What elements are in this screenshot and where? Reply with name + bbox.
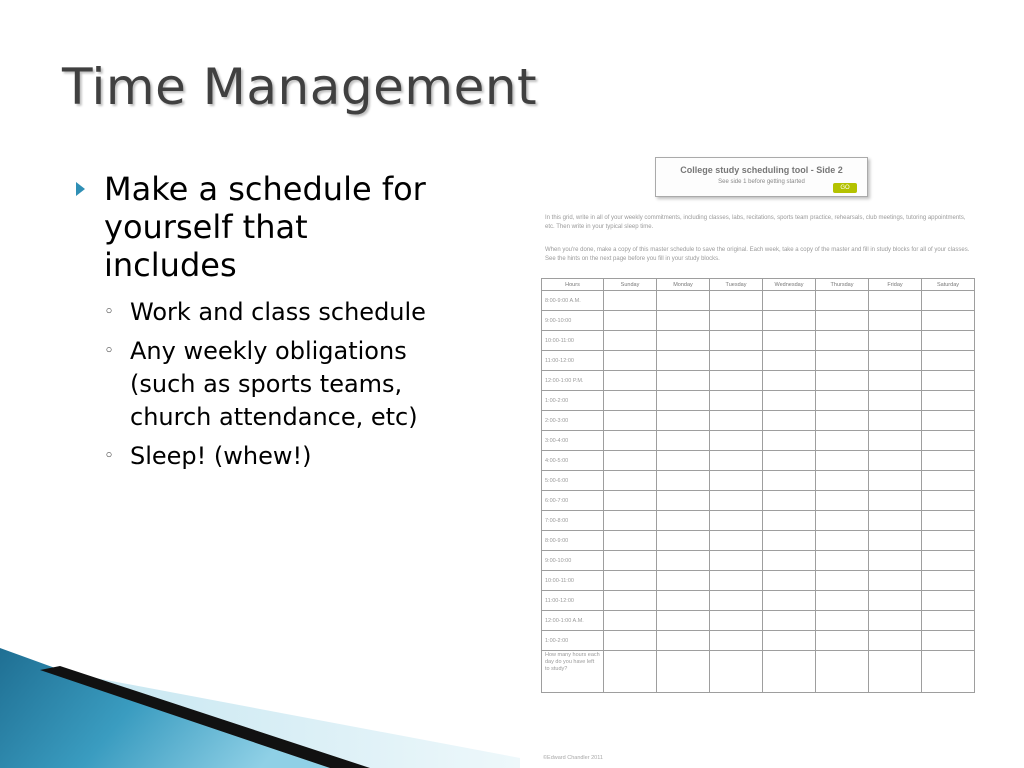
schedule-row (542, 371, 975, 391)
schedule-cell (604, 651, 657, 693)
schedule-cell (763, 551, 816, 571)
schedule-cell (869, 291, 922, 311)
schedule-cell (710, 531, 763, 551)
schedule-cell (816, 451, 869, 471)
hour-cell: 10:00-11:00 (542, 331, 604, 351)
schedule-cell (816, 551, 869, 571)
schedule-cell (710, 431, 763, 451)
schedule-image (537, 150, 992, 765)
schedule-copyright: ©Edward Chandler 2011 (543, 755, 603, 761)
schedule-cell (763, 411, 816, 431)
schedule-title: College study scheduling tool - Side 2 (680, 165, 843, 175)
schedule-cell (816, 431, 869, 451)
schedule-row (542, 571, 975, 591)
circle-bullet-icon: ◦ (104, 446, 115, 466)
triangle-bullet-icon (76, 182, 85, 196)
schedule-cell (816, 591, 869, 611)
column-header: Hours (542, 279, 604, 291)
schedule-cell (710, 371, 763, 391)
schedule-cell (657, 411, 710, 431)
column-header: Tuesday (710, 279, 763, 291)
schedule-cell (763, 651, 816, 693)
schedule-cell (869, 431, 922, 451)
schedule-row (542, 331, 975, 351)
schedule-cell (816, 651, 869, 693)
schedule-row (542, 391, 975, 411)
schedule-cell (763, 391, 816, 411)
schedule-row (542, 311, 975, 331)
schedule-cell (604, 571, 657, 591)
schedule-cell (922, 511, 975, 531)
schedule-cell (710, 551, 763, 571)
sub-bullet-text: Any weekly obligations (such as sports teams, church attendance, etc) (130, 337, 418, 431)
schedule-cell (922, 631, 975, 651)
schedule-cell (710, 511, 763, 531)
schedule-cell (710, 571, 763, 591)
hour-cell: 12:00-1:00 A.M. (542, 611, 604, 631)
schedule-cell (657, 371, 710, 391)
schedule-cell (869, 531, 922, 551)
schedule-cell (710, 491, 763, 511)
bullet-main-text: Make a schedule for yourself that includes (104, 170, 426, 284)
hour-cell: 2:00-3:00 (542, 411, 604, 431)
circle-bullet-icon: ◦ (104, 302, 115, 322)
schedule-cell (604, 531, 657, 551)
schedule-cell (657, 391, 710, 411)
schedule-cell (604, 371, 657, 391)
schedule-cell (922, 311, 975, 331)
schedule-cell (922, 351, 975, 371)
schedule-cell (922, 551, 975, 571)
schedule-row (542, 471, 975, 491)
schedule-cell (710, 411, 763, 431)
schedule-cell (922, 571, 975, 591)
hour-cell: 1:00-2:00 (542, 631, 604, 651)
schedule-cell (763, 451, 816, 471)
schedule-cell (604, 631, 657, 651)
hour-cell: 5:00-6:00 (542, 471, 604, 491)
schedule-cell (869, 451, 922, 471)
schedule-cell (816, 511, 869, 531)
schedule-cell (763, 431, 816, 451)
schedule-cell (869, 631, 922, 651)
schedule-cell (604, 411, 657, 431)
column-header: Saturday (922, 279, 975, 291)
schedule-cell (816, 631, 869, 651)
schedule-cell (710, 311, 763, 331)
schedule-subtitle: See side 1 before getting started (718, 179, 805, 185)
hour-cell: 11:00-12:00 (542, 591, 604, 611)
schedule-cell (657, 471, 710, 491)
corner-decoration (0, 640, 520, 768)
schedule-cell (657, 311, 710, 331)
schedule-cell (869, 491, 922, 511)
schedule-cell (763, 631, 816, 651)
schedule-cell (657, 351, 710, 371)
schedule-cell (816, 351, 869, 371)
schedule-cell (604, 491, 657, 511)
hour-cell: 8:00-9:00 A.M. (542, 291, 604, 311)
schedule-cell (816, 411, 869, 431)
schedule-cell (657, 511, 710, 531)
schedule-cell (869, 351, 922, 371)
schedule-cell (657, 291, 710, 311)
schedule-cell (922, 411, 975, 431)
schedule-cell (604, 351, 657, 371)
schedule-cell (710, 391, 763, 411)
schedule-cell (869, 651, 922, 693)
schedule-cell (816, 331, 869, 351)
slide-title: Time Management (62, 58, 538, 116)
schedule-cell (710, 291, 763, 311)
schedule-row (542, 351, 975, 371)
schedule-row (542, 591, 975, 611)
schedule-cell (816, 571, 869, 591)
sub-bullet-text: Sleep! (whew!) (130, 442, 312, 470)
schedule-cell (763, 371, 816, 391)
schedule-cell (657, 331, 710, 351)
schedule-cell (657, 491, 710, 511)
schedule-cell (816, 391, 869, 411)
schedule-cell (604, 511, 657, 531)
schedule-cell (816, 291, 869, 311)
schedule-cell (710, 351, 763, 371)
hour-cell: 7:00-8:00 (542, 511, 604, 531)
schedule-cell (657, 631, 710, 651)
schedule-cell (922, 591, 975, 611)
schedule-grid (541, 278, 975, 693)
schedule-cell (869, 571, 922, 591)
schedule-cell (604, 431, 657, 451)
schedule-cell (869, 391, 922, 411)
schedule-cell (922, 291, 975, 311)
schedule-cell (604, 611, 657, 631)
schedule-cell (869, 611, 922, 631)
schedule-cell (657, 431, 710, 451)
hour-cell: 4:00-5:00 (542, 451, 604, 471)
schedule-row (542, 411, 975, 431)
hour-cell: 10:00-11:00 (542, 571, 604, 591)
schedule-cell (922, 611, 975, 631)
schedule-cell (657, 551, 710, 571)
schedule-cell (922, 651, 975, 693)
summary-label-cell: How many hours each day do you have left to study? (542, 651, 604, 693)
bullet-list (76, 170, 446, 479)
go-arrow-icon: GO (833, 183, 857, 193)
schedule-cell (869, 551, 922, 571)
sub-bullet-item (104, 296, 446, 329)
schedule-cell (869, 311, 922, 331)
circle-bullet-icon: ◦ (104, 341, 115, 361)
schedule-row (542, 551, 975, 571)
schedule-cell (816, 371, 869, 391)
schedule-cell (710, 631, 763, 651)
schedule-cell (763, 571, 816, 591)
schedule-cell (922, 431, 975, 451)
schedule-cell (763, 591, 816, 611)
sub-bullet-text: Work and class schedule (130, 298, 426, 326)
hour-cell: 8:00-9:00 (542, 531, 604, 551)
schedule-cell (604, 451, 657, 471)
schedule-cell (869, 371, 922, 391)
schedule-cell (763, 351, 816, 371)
sub-bullet-item (104, 335, 446, 434)
schedule-instructions-1: In this grid, write in all of your weekly commitments, including classes, labs, recitations, sports team practice, rehearsals, club meetings, tutoring appointments, etc. Then write in your typical sleep time. (545, 215, 966, 230)
schedule-cell (710, 331, 763, 351)
schedule-cell (869, 591, 922, 611)
schedule-summary-row (542, 651, 975, 693)
schedule-cell (763, 531, 816, 551)
hour-cell: 3:00-4:00 (542, 431, 604, 451)
schedule-cell (922, 391, 975, 411)
schedule-cell (922, 451, 975, 471)
schedule-row (542, 511, 975, 531)
schedule-cell (763, 611, 816, 631)
schedule-cell (763, 291, 816, 311)
schedule-cell (869, 331, 922, 351)
schedule-cell (604, 591, 657, 611)
schedule-row (542, 631, 975, 651)
schedule-instructions-2: When you're done, make a copy of this master schedule to save the original. Each week, take a copy of the master and fill in study blocks for all of your classes. See the hints on the next page before you fill in your study blocks. (545, 247, 970, 262)
schedule-cell (869, 411, 922, 431)
schedule-cell (816, 471, 869, 491)
schedule-cell (710, 451, 763, 471)
schedule-cell (710, 651, 763, 693)
sub-bullet-item (104, 440, 446, 473)
hour-cell: 9:00-10:00 (542, 311, 604, 331)
schedule-cell (922, 491, 975, 511)
hour-cell: 11:00-12:00 (542, 351, 604, 371)
schedule-cell (763, 511, 816, 531)
schedule-cell (816, 311, 869, 331)
schedule-cell (763, 471, 816, 491)
schedule-cell (604, 311, 657, 331)
sub-bullet-list (104, 296, 446, 473)
schedule-header (655, 157, 868, 197)
schedule-cell (816, 611, 869, 631)
schedule-row (542, 611, 975, 631)
schedule-cell (604, 471, 657, 491)
schedule-row (542, 431, 975, 451)
column-header: Wednesday (763, 279, 816, 291)
schedule-cell (604, 391, 657, 411)
column-header: Monday (657, 279, 710, 291)
schedule-cell (710, 611, 763, 631)
schedule-cell (763, 331, 816, 351)
schedule-cell (657, 571, 710, 591)
schedule-header-row (542, 279, 975, 291)
schedule-row (542, 291, 975, 311)
schedule-cell (922, 371, 975, 391)
schedule-cell (763, 311, 816, 331)
column-header: Sunday (604, 279, 657, 291)
schedule-cell (869, 511, 922, 531)
schedule-cell (816, 491, 869, 511)
schedule-cell (816, 531, 869, 551)
schedule-cell (922, 531, 975, 551)
schedule-cell (657, 611, 710, 631)
schedule-cell (657, 591, 710, 611)
schedule-row (542, 531, 975, 551)
schedule-cell (657, 651, 710, 693)
hour-cell: 9:00-10:00 (542, 551, 604, 571)
bullet-main (76, 170, 446, 284)
column-header: Friday (869, 279, 922, 291)
schedule-cell (604, 291, 657, 311)
schedule-cell (763, 491, 816, 511)
schedule-cell (710, 591, 763, 611)
schedule-cell (604, 551, 657, 571)
schedule-cell (710, 471, 763, 491)
schedule-cell (922, 471, 975, 491)
hour-cell: 1:00-2:00 (542, 391, 604, 411)
hour-cell: 12:00-1:00 P.M. (542, 371, 604, 391)
schedule-cell (604, 331, 657, 351)
schedule-cell (657, 531, 710, 551)
hour-cell: 6:00-7:00 (542, 491, 604, 511)
schedule-cell (869, 471, 922, 491)
schedule-row (542, 451, 975, 471)
schedule-cell (922, 331, 975, 351)
schedule-row (542, 491, 975, 511)
schedule-cell (657, 451, 710, 471)
column-header: Thursday (816, 279, 869, 291)
